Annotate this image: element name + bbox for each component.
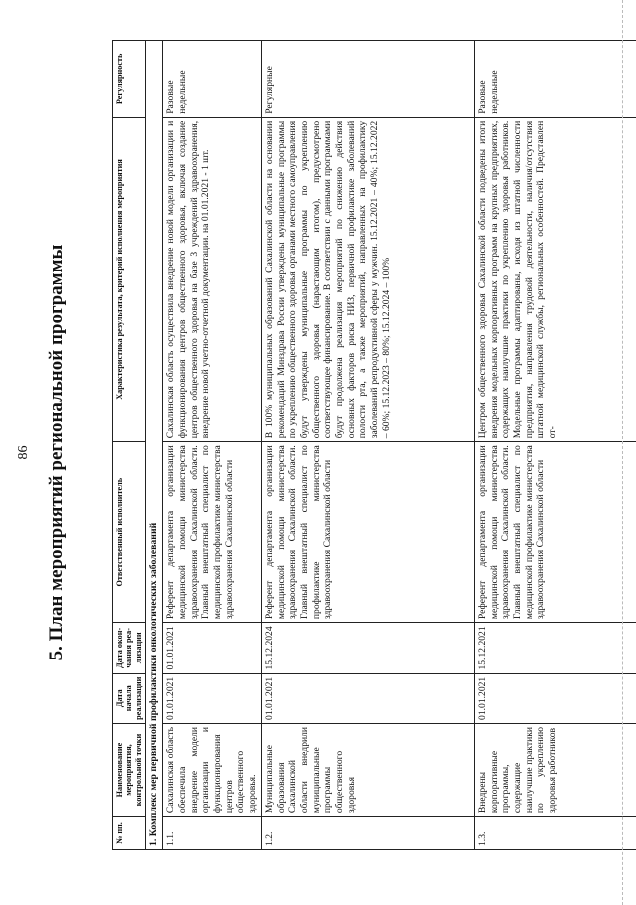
- page-number: 86: [16, 445, 31, 460]
- cell-regularity: Регулярные: [261, 41, 474, 118]
- cell-no: 1.2.: [261, 817, 474, 850]
- cell-no: 1.1.: [163, 817, 262, 850]
- cell-end-date: 15.12.2021: [474, 623, 636, 673]
- cell-name: Муниципальные образования Сахалинской области внедрили муниципальные программы общественного здоровья: [261, 723, 474, 816]
- cell-characteristic: Сахалинская область осуществила внедрение новой модели организации и функционирования центров общественного здоровья, включая создание центров общественного здоровья на базе 3 учреждений здравоохранения, внедрение новой учетно-отчетной документации. на 01.01.2021 - 1 шт.: [163, 117, 262, 441]
- header-responsible: Ответственный исполнитель: [113, 442, 146, 623]
- cell-characteristic: Центром общественного здоровья Сахалинской области подведены итоги внедрения модельных корпоративных программ на крупных предприятиях, содержащих наилучшие практики по укреплению здоровья работников. Модельные программы адаптированы, исходя из штатной численности предприятия, направления трудовой деятельности, наличия/отсутствия штатной медицинской службы, региональных особенностей. Представлен от-: [474, 117, 636, 441]
- scan-edge-divider: [622, 0, 625, 905]
- table-row: [474, 41, 636, 850]
- header-start-date: Дата начала реализации: [113, 673, 146, 723]
- cell-responsible: Референт департамента организации медицинской помощи министерства здравоохранения Сахалинской области. Главный внештатный специалист по медицинской профилактике министерства здравоохранения Сахалинской области: [163, 442, 262, 623]
- cell-no: 1.3.: [474, 817, 636, 850]
- table-header-row: [113, 41, 146, 850]
- header-no: № пп.: [113, 817, 146, 850]
- header-regularity: Регулярность: [113, 41, 146, 118]
- cell-regularity: Разовые недельные: [163, 41, 262, 118]
- cell-characteristic: В 100% муниципальных образований Сахалинской области на основании рекомендаций Минздрава России утверждены муниципальные программы по укреплению общественного здоровья органами местного самоуправления будут утверждены муниципальные программы по укреплению общественного здоровья (нарастающим итогом), предусмотрено соответствующее финансирование. В соответствии с данными программами будут продолжена реализация мероприятий по снижению действия основных факторов риска НИЗ, первичной профилактике заболеваний полости рта, а также мероприятий, направленных на профилактику заболеваний репродуктивной сферы у мужчин. 15.12.2021 – 40%; 15.12.2022 – 60%; 15.12.2023 – 80%; 15.12.2024 – 100%: [261, 117, 474, 441]
- plan-table: [112, 40, 636, 850]
- page-title: 5. План мероприятий региональной программы: [46, 244, 67, 661]
- cell-name: Сахалинская область обеспечила внедрение модели организации и функционирования центров общественного здоровья.: [163, 723, 262, 816]
- cell-start-date: 01.01.2021: [474, 673, 636, 723]
- cell-end-date: 15.12.2024: [261, 623, 474, 673]
- table-row: [163, 41, 262, 850]
- cell-regularity: Разовые недельные: [474, 41, 636, 118]
- header-end-date: Дата окон-чания реа-лизации: [113, 623, 146, 673]
- cell-name: Внедрены корпоративные программы, содержащие наилучшие практики по укреплению здоровья работников: [474, 723, 636, 816]
- cell-responsible: Референт департамента организации медицинской помощи министерства здравоохранения Сахалинской области. Главный внештатный специалист по профилактике министерства здравоохранения Сахалинской области: [261, 442, 474, 623]
- cell-end-date: 01.01.2021: [163, 623, 262, 673]
- section-title: 1. Комплекс мер первичной профилактики онкологических заболеваний: [146, 41, 163, 850]
- section-row: [146, 41, 163, 850]
- header-characteristic: Характеристика результата, критерий исполнения мероприятия: [113, 117, 146, 441]
- header-name: Наименование мероприятия, контрольной точки: [113, 723, 146, 816]
- cell-start-date: 01.01.2021: [261, 673, 474, 723]
- cell-start-date: 01.01.2021: [163, 673, 262, 723]
- table-row: [261, 41, 474, 850]
- cell-responsible: Референт департамента организации медицинской помощи министерства здравоохранения Сахалинской области. Главный внештатный специалист по медицинской профилактике министерства здравоохранения Сахалинской области: [474, 442, 636, 623]
